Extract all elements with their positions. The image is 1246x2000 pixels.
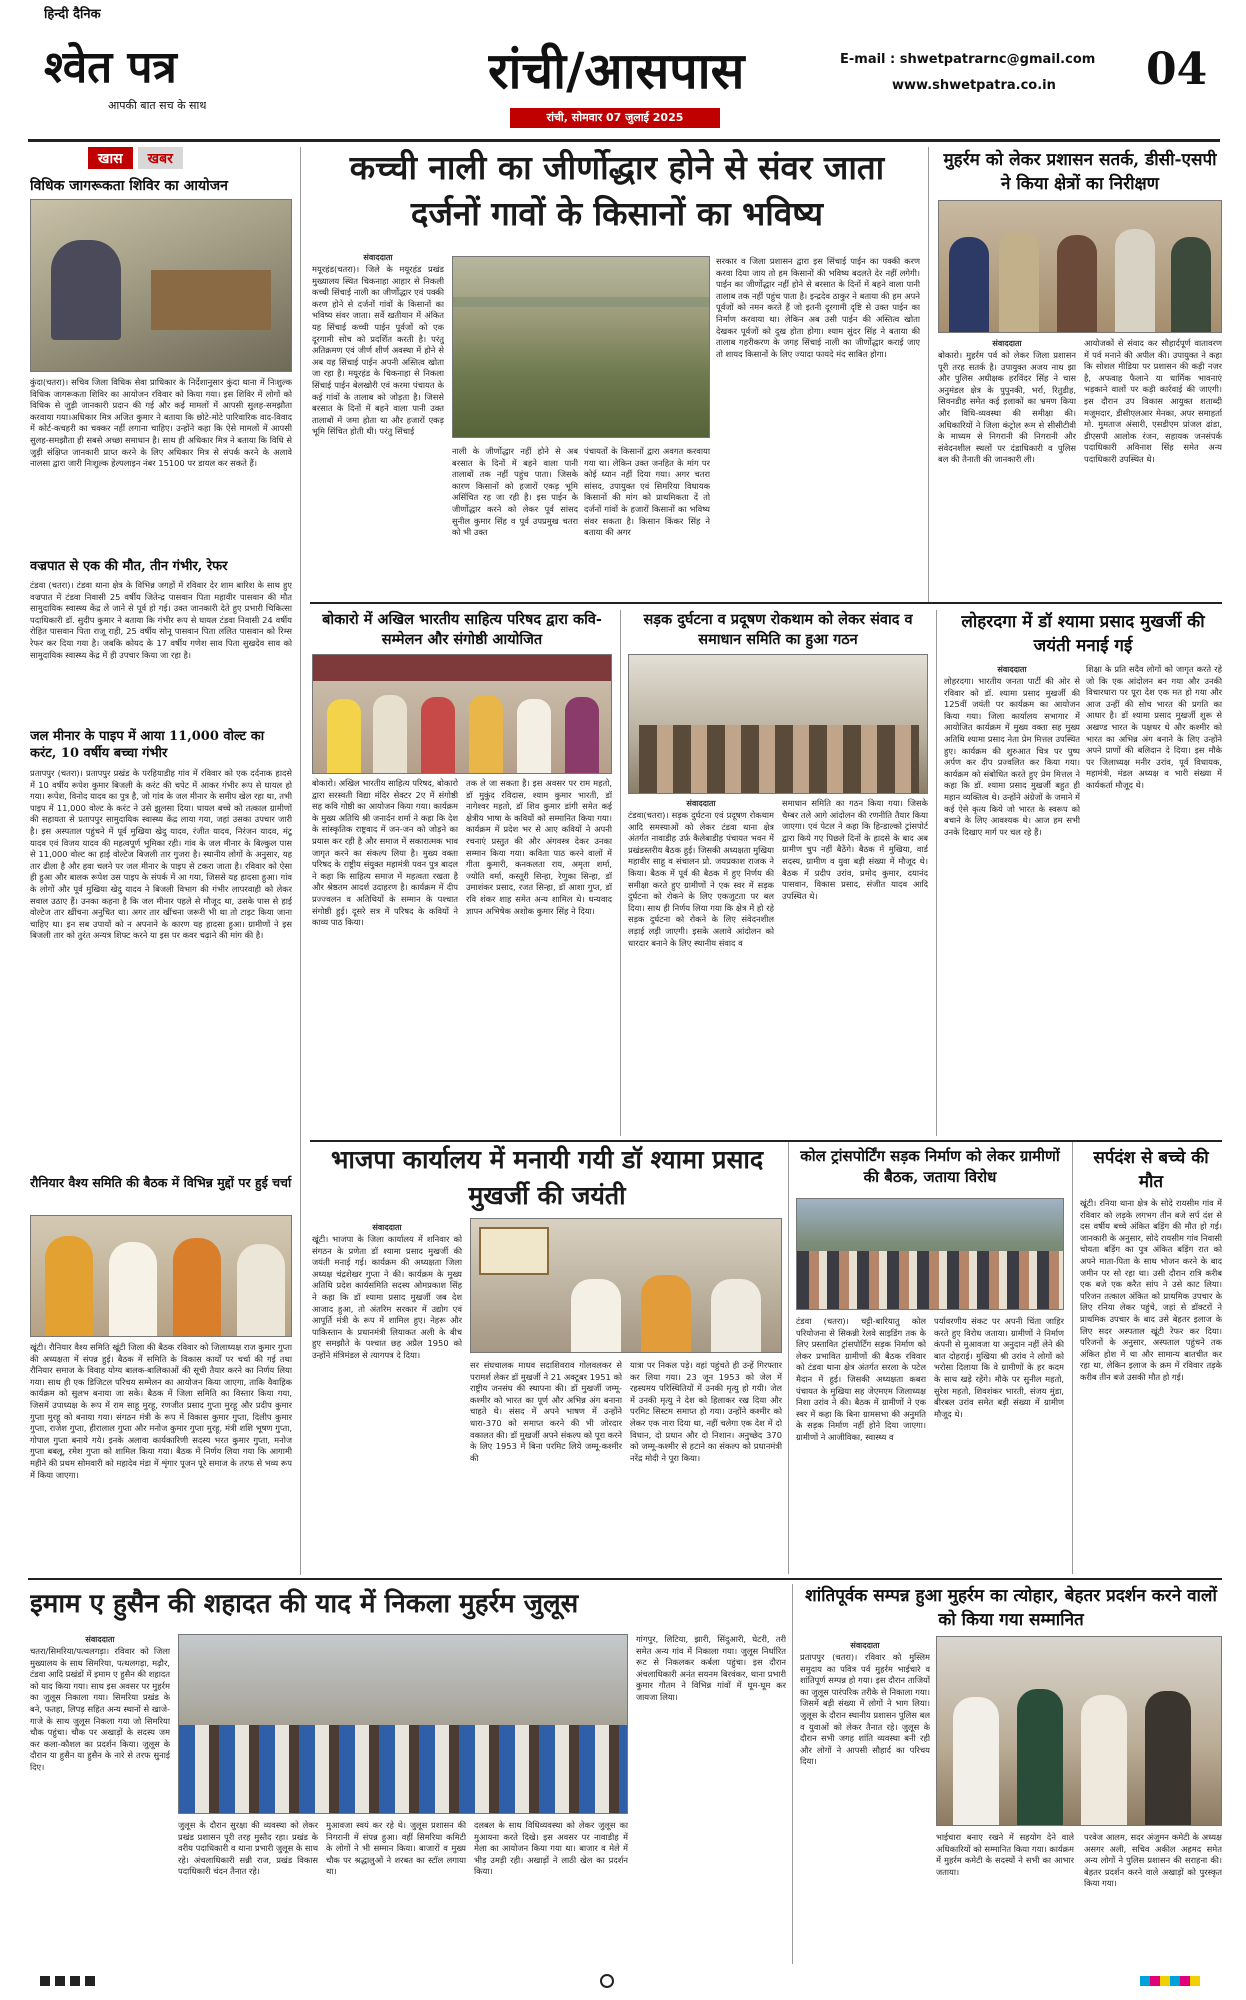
- sahitya-photo: [312, 654, 612, 774]
- imam-reporter: संवाददाता: [85, 1635, 115, 1644]
- coal-body-2: पर्यावरणीय संकट पर अपनी चिंता जाहिर करते हुए विरोध जताया। ग्रामीणों ने निर्माण कंपनी से मुआवजा या अनुदान नहीं लेने की बात दोहराई। मुखिया श्री उरांव ने लोगों को भरोसा दिलाया कि वे ग्रामीणों के हर कदम के साथ खड़े रहेंगे। मौके पर सुनील महतो, सुरेश महतो, शिवशंकर भारती, संजय मुंडा, बीरबल उरांव समेत बड़ी संख्या में ग्रामीण मौजूद थे।: [934, 1316, 1064, 1419]
- shanti-reporter: संवाददाता: [850, 1641, 880, 1650]
- bjp-headline: भाजपा कार्यालय में मनायी गयी डॉ श्यामा प्रसाद मुखर्जी की जयंती: [330, 1145, 764, 1210]
- lead-reporter: संवाददाता: [363, 253, 393, 262]
- lead-body-3: पंचायतों के किसानों द्वारा अवगत करवाया गया था। लेकिन उक्त जनहित के मांग पर कोई ध्यान नहीं दिया गया। अगर चतरा सांसद, उपायुक्त एवं सिमरिया विधायक किसानों की मांग को प्राथमिकता दें तो दर्जनों गांवों के हजारों किसानों का भविष्य संवर सकता है। किसान किंकर सिंह ने बताया की अगर: [584, 446, 710, 538]
- col-divider-7: [792, 1584, 793, 1964]
- masthead: [0, 0, 1246, 140]
- imam-body-1: चतरा/सिमरिया/पत्थलगड़ा। रविवार को जिला मुख्यालय के साथ सिमरिया, पत्थलगड़ा, मढ़ौर, टंडवा आदि प्रखंडों में इमाम ए हुसैन की शहादत को याद किया गया। साथ इस अवसर पर मुहर्रम का जुलूस निकाला गया। सिमरिया प्रखंड के बने, फतहा, लिपड़ सहित अन्य स्थानों से खाजे-गाजे के साथ जुलूस निकला गया जो सिमरिया चौक पहुंचा। चौक पर अखाड़ों के सदस्य जम कर कला-कौशल का प्रदर्शन किया। जुलूस के दौरान या हुसैन या हुसैन के नारे से तरफ सुनाई दिए।: [30, 1646, 170, 1772]
- sadak-body-1: टंडवा(चतरा)। सड़क दुर्घटना एवं प्रदूषण रोकथाम आदि समस्याओं को लेकर टंडवा थाना क्षेत्र अंतर्गत नावाडीह उर्फ़ कैलेबाडीह पंचायत भवन में प्रखंडस्तरीय बैठक हुई। जिसकी अध्यक्षता मुखिया महावीर साहू व संचालन प्रो. जयप्रकाश राजक ने किया। बैठक में पूर्व की बैठक में हुए निर्णय की समीक्षा करते हुए ग्रामीणों ने एक स्वर में सड़क दुर्घटना को रोकने के लिए एकजुटता पर बल दिया। साथ ही निर्णय लिया गया कि क्षेत्र में हो रहे सड़क दुर्घटना को रोकने के लिए संवेदनशील लड़ाई लड़ी जाएगी। इसके अलावे आंदोलन को धारदार बनाने के लिए स्थानीय संवाद व: [628, 810, 774, 948]
- col-divider-4: [936, 610, 937, 1136]
- imam-body-4: दलबल के साथ विधिव्यवस्था को लेकर जुलूस का मुआयना करते दिखे। इस अवसर पर नावाडीह में मेला का आयोजन किया गया था। बाजार व मेले में भीड़ उमड़ी रही। अखाड़ों ने लाठी खेल का प्रदर्शन किया।: [474, 1820, 628, 1877]
- a4-body: खूंटी। रौनियार वैश्य समिति खूंटी जिला की बैठक रविवार को जिलाध्यक्ष राज कुमार गुप्ता की अध्यक्षता में संपन्न हुई। बैठक में समिति के विकास कार्यों पर चर्चा की गई तथा रौनियार समाज के विवाह योग्य बालक-बालिकाओं की सूची तैयार करने का निर्णय लिया गया। साथ ही एक डिजिटल परिचय सम्मेलन का आयोजन किया जाएगा, ताकि वैवाहिक कार्यक्रम को सुलभ बनाया जा सके। बैठक में जिला समिति का विस्तार किया गया, जिसमें उपाध्यक्ष के रूप में राम साहू मुरहू, रणजीत प्रसाद गुप्ता मुरहू और प्रदीप कुमार गुप्ता मुरहू को बनाया गया। संगठन मंत्री के रूप में विकास कुमार गुप्ता, दिलीप कुमार गुप्ता, राजेश गुप्ता, हीरालाल गुप्ता और मनोज कुमार गुप्ता मुरहू, मंत्री शशि भूषण गुप्ता, गोपाल गुप्ता बनाये गये। इनके अलावा कार्यकारिणी सदस्य भरत कुमार गुप्ता, मनोज गुप्ता बबलू, रमेश गुप्ता को शामिल किया गया। बैठक में निर्णय लिया गया कि आगामी महीने की प्रथम सोमवारी को महादेव मंडा में शृंगार पूजन पूरे समाज के तरफ से भव्य रूप में किया जाएगा।: [30, 1342, 292, 1480]
- muharram-body-2: आयोजकों से संवाद कर सौहार्दपूर्ण वातावरण में पर्व मनाने की अपील की। उपायुक्त ने कहा कि सोशल मीडिया पर प्रशासन की कड़ी नजर है, अफवाह फैलाने या धार्मिक भावनाएं भड़काने वालों पर कड़ी कार्रवाई की जाएगी। इस दौरान उप विकास आयुक्त शताब्दी मजूमदार, डीसीएलआर मेनका, अपर समाहर्ता मो. मुमताज अंसारी, एसडीएम प्रांजल ढांडा, डीएसपी आलोक रंजन, सहायक जनसंपर्क पदाधिकारी अविनाश सिंह समेत अन्य पदाधिकारी उपस्थित थे।: [1084, 338, 1222, 464]
- a2-body: टंडवा (चतरा)। टंडवा थाना क्षेत्र के विभिन्न जगहों में रविवार देर शाम बारिश के साथ हुए वज्रपात में टंडवा निवासी 25 वर्षीय जितेन्द्र पासवान पिता महावीर पासवान की मौत सामुदायिक स्वास्थ्य केंद्र ले जाने से पूर्व हो गई। उक्त जानकारी देते हुए प्रभारी चिकित्सा पदाधिकारी डॉ. सुदीप कुमार ने बताया कि गंभीर रूप से घायल टंडवा निवासी 24 वर्षीय रोहित पासवान पिता राजू राही, 25 वर्षीय सोनू पासवान पिता ललित पासवान को रिम्स रेफर कर दिया गया है। जबकि कोयद के 17 वर्षीय गणेश साव पिता सुखदेव साव को सामुदायिक स्वास्थ्य केंद्र में ही उपचार किया जा रहा है।: [30, 580, 292, 660]
- rule-lead-bottom: [310, 602, 1222, 604]
- a2-headline: वज्रपात से एक की मौत, तीन गंभीर, रेफर: [30, 559, 228, 574]
- muharram-photo: [938, 200, 1222, 333]
- coal-headline: कोल ट्रांसपोर्टिंग सड़क निर्माण को लेकर ग्रामीणों की बैठक, जताया विरोध: [800, 1147, 1060, 1186]
- coal-body-1: टंडवा (चतरा)। चट्टी-बारियातु कोल परियोजना से सिकन्नी रेलवे साइडिंग तक के लिए प्रस्तावित ट्रांसपोर्टिंग सड़क निर्माण को लेकर प्रभावित ग्रामीणों की बैठक रविवार को टंडवा थाना क्षेत्र अंतर्गत सरला के पटेल मैदान में हुई। जिसकी अध्यक्षता कबरा पंचायत के मुखिया सह जेएमएम जिलाध्यक्ष निशा उरांव ने की। बैठक में ग्रामीणों ने एक स्वर में कहा कि बिना ग्रामसभा की अनुमति के सड़क निर्माण नहीं होने दिया जाएगा। ग्रामीणों ने आजीविका, स्वास्थ्य व: [796, 1316, 926, 1442]
- shanti-photo: [936, 1636, 1222, 1826]
- imam-body-3: मुआवजा स्वयं कर रहे थे। जुलूस प्रशासन की निगरानी में संपन्न हुआ। वहीं सिमरिया कमिटी के लोगों ने भी सम्मान किया। बाजारों व मुख्य चौक पर श्रद्धालुओं ने शरबत का स्टॉल लगाया था।: [326, 1820, 466, 1877]
- a1-photo: [30, 199, 292, 372]
- a1-body: कुंदा(चतरा)। सचिव जिला विधिक सेवा प्राधिकार के निर्देशानुसार कुंदा थाना में निःशुल्क विधिक जागरूकता शिविर का आयोजन रविवार को किया गया। इस शिविर में लोगों को विधिक से जुड़ी जानकारी प्रदान की गई और कई मामलों में आपसी सुलह-समझौता करवाया गया।अधिकार मित्र अजित कुमार ने बताया कि छोटे-मोटे पारिवारिक वाद-विवाद में कोर्ट-कचहरी का चक्कर नहीं लगाना चाहिए। उन्होंने कहा कि ऐसे मामलों में आपसी सुलह-समझौता ही सबसे अच्छा समाधान है। साथ ही अधिकार मित्र ने बताया कि विधि से जुड़ी संक्षिप्त जानकारी प्राप्त करने के लिए अधिकार मित्र से संपर्क करने के अलावे नालसा द्वारा जारी निःशुल्क हेल्पलाइन नंबर 15100 पर डायल कर सकते हैं।: [30, 377, 292, 469]
- muharram-body-1: बोकारो। मुहर्रम पर्व को लेकर जिला प्रशासन पूरी तरह सतर्क है। उपायुक्त अजय नाथ झा और पुलिस अधीक्षक हरविंदर सिंह ने चास अनुमंडल क्षेत्र के पुपुनकी, भर्रा, रितुडीह, सिवनडीह समेत कई इलाकों का भ्रमण किया और विधि-व्यवस्था की समीक्षा की। अधिकारियों ने जिला कंट्रोल रूम से सीसीटीवी के माध्यम से निगरानी की निगरानी और संवेदनशील स्थलों पर दंडाधिकारी व पुलिस बल की तैनाती की जानकारी ली।: [938, 350, 1076, 465]
- tagline: आपकी बात सच के साथ: [108, 99, 207, 112]
- bjp-body-2: सर संघचालक माधव सदाशिवराव गोलवलकर से परामर्श लेकर डॉ मुखर्जी ने 21 अक्टूबर 1951 को राष्ट्रीय जनसंघ की स्थापना की। डॉ मुखर्जी जम्मू-कश्मीर को भारत का पूर्ण और अभिन्न अंग बनाना चाहते थे। संसद में अपने भाषण में उन्होंने धारा-370 को समाप्त करने की भी जोरदार वकालत की। डॉ मुखर्जी अपने संकल्प को पूरा करने के लिए 1953 में बिना परमिट लिये जम्मू-कश्मीर की: [470, 1360, 622, 1463]
- shanti-body-2: भाईचारा बनाए रखने में सहयोग देने वाले अधिकारियों को सम्मानित किया गया। कार्यक्रम में मुहर्रम कमेटी के सदस्यों ने सभी का आभार जताया।: [936, 1832, 1074, 1877]
- a4-headline: रौनियार वैश्य समिति की बैठक में विभिन्न मुद्दों पर हुई चर्चा: [30, 1175, 292, 1190]
- col-divider-6: [1072, 1142, 1073, 1574]
- coal-photo: [796, 1198, 1064, 1310]
- lead-body-1: मयूरहंड(चतरा)। जिले के मयूरहंड प्रखंड मुख्यालय स्थित चिकनाहा आहार से निकली कच्ची सिंचाई नाली का जीर्णोद्धार एवं पक्की करण होने से दर्जनों गांवों के किसानों का भविष्य संवर जाता। सर्वे खतीयान में अंकित यह सिंचाई कच्ची पाईन पूर्वजों को एक दूरगामी सोच को प्रदर्शित करती है। परंतु अतिक्रमण एवं जीर्ण शीर्ण अवस्था में होने से अब यह सिंचाई पाईन अपनी अस्तित्व खोता जा रहा है। मयूरहंड के चिकनाहा से निकला सिंचाई पाईन बेलखोरी एवं करमा पंचायत के कई गांवों के तालाब को जोड़ता है। जिससे बरसात के दिनों में बहने वाला पानी उक्त तालाबों में जमा होता था और हजारों एकड़ भूमि सिंचित होती थी। परंतु सिंचाई: [312, 264, 444, 437]
- special-tag: [88, 147, 183, 169]
- sadak-reporter: संवाददाता: [686, 799, 716, 808]
- lead-photo: [452, 256, 710, 438]
- section-title: रांची/आसपास: [488, 41, 745, 100]
- bjp-body-1: खूंटी। भाजपा के जिला कार्यालय में शनिवार को संगठन के प्रणेता डॉ श्यामा प्रसाद मुखर्जी की जयंती मनाई गई। कार्यक्रम की अध्यक्षता जिला अध्यक्ष चंद्रशेखर गुप्ता ने की। कार्यक्रम के मुख्य अतिथि प्रदेश कार्यसमिति सदस्य ओमप्रकाश सिंह ने कहा कि डॉ श्यामा प्रसाद मुखर्जी जब देश आजाद हुआ, तो अंतरिम सरकार में उद्योग एवं आपूर्ति मंत्री के रूप में शामिल हुए। नेहरू और पाकिस्तान के प्रधानमंत्री लियाकत अली के बीच हुए समझौते के पश्चात छह अप्रैल 1950 को उन्होंने मंत्रिमंडल से त्यागपत्र दे दिया।: [312, 1234, 462, 1360]
- email: E-mail : shwetpatrarnc@gmail.com: [840, 52, 1096, 67]
- sahitya-headline: बोकारो में अखिल भारतीय साहित्य परिषद द्वारा कवि-सम्मेलन और संगोष्ठी आयोजित: [322, 611, 602, 648]
- a3-body: प्रतापपुर (चतरा)। प्रतापपुर प्रखंड के परहियाडीह गांव में रविवार को एक दर्दनाक हादसे में 10 वर्षीय रूपेश कुमार बिजली के करंट की चपेट में आकर गंभीर रूप से घायल हो गया। रूपेश, विनोद यादव का पुत्र है, जो गांव के जल मीनार के समीप खेल रहा था, तभी पाइप में 11,000 वोल्ट के करंट ने उसे झुलसा दिया। घायल बच्चे को तत्काल ग्रामीणों की सहायता से प्रतापपुर सामुदायिक स्वास्थ्य केंद्र लाया गया, जहां उसका उपचार जारी है। इस अस्पताल पहुंचने में पूर्व मुखिया खेदु यादव, रंजीत यादव, निरंजन यादव, मंटू यादव एवं विजय यादव की महत्वपूर्ण भूमिका रही। गांव के जल मीनार के बिल्कुल पास से 11,000 वोल्ट का हाई वोल्टेज बिजली तार गुजरा है। स्थानीय लोगों के अनुसार, यह तार ढीला है और हवा चलने पर जल मीनार के पाइप से टकरा जाता है। रविवार को ऐसा ही हुआ और बालक रूपेश उस पाइप के संपर्क में आ गया, जिससे यह हादसा हुआ। गांव के लोगों और पूर्व मुखिया खेदु यादव ने बिजली विभाग की गंभीर लापरवाही को लेकर सवाल उठाए हैं। उनका कहना है कि जल मीनार पहले से मौजूद था, उसके पास से हाई वोल्टेज तार खींचना अनुचित था। अगर तार खींचना जरूरी भी था तो टाइट किया जाना चाहिए था। इन सब उपायों को न अपनाने के कारण यह हादसा हुआ। ग्रामीणों ने इस बिजली तार को तुरंत अन्यत्र शिफ्ट करने या इस पर कवर चढ़ाने की मांग की है।: [30, 768, 292, 941]
- masthead-label-top: हिन्दी दैनिक: [44, 7, 101, 22]
- shanti-headline: शांतिपूर्वक सम्पन्न हुआ मुहर्रम का त्योहार, बेहतर प्रदर्शन करने वालों को किया गया सम्मानित: [805, 1586, 1217, 1630]
- lead-body-2: नाली के जीर्णोद्धार नहीं होने से अब बरसात के दिनों में बहने वाला पानी तालाबों तक नहीं पहुंच पाता। जिसके कारण किसानों को हजारों एकड़ भूमि असिंचित रह जा रही है। इस पाईन के जीर्णोद्धार करने को लेकर पूर्व सांसद सुनील कुमार सिंह व पूर्व उपप्रमुख चतरा को भी उक्त: [452, 446, 578, 538]
- a3-headline: जल मीनार के पाइप में आया 11,000 वोल्ट का करंट, 10 वर्षीय बच्चा गंभीर: [30, 729, 265, 761]
- col-divider-1: [300, 147, 301, 1575]
- snake-headline: सर्पदंश से बच्चे की मौत: [1093, 1148, 1209, 1192]
- imam-headline: इमाम ए हुसैन की शहादत की याद में निकला मुहर्रम जुलूस: [30, 1589, 579, 1619]
- sadak-body-2: समाधान समिति का गठन किया गया। जिसके चैम्बर तले आगे आंदोलन की रणनीति तैयार किया जाएगा। एवं पेटल ने कहा कि हिन्डाल्को ट्रांसपोर्ट द्वारा किये गए पिछले दिनों के हादसे के बाद अब ग्रामीण चुप नहीं बैठेंगे। बैठक में मुखिया, वार्ड सदस्य, ग्रामीण व युवा बड़ी संख्या में मौजूद थे। बैठक में प्रदीप उरांव, प्रमोद कुमार, दयानंद पासवान, विकास प्रसाद, संजीत यादव आदि उपस्थित थे।: [782, 798, 928, 901]
- dateline: रांची, सोमवार 07 जुलाई 2025: [510, 108, 720, 128]
- special-tag-2: खबर: [138, 147, 183, 169]
- newspaper-name: श्वेत पत्र: [44, 42, 177, 93]
- special-tag-1: खास: [88, 147, 133, 169]
- shanti-body-3: परवेज आलम, सदर अंजुमन कमेटी के अध्यक्ष असगर अली, सचिव अकील अहमद समेत अन्य लोगों ने पुलिस प्रशासन की सराहना की। बेहतर प्रदर्शन करने वाले अखाड़ों को पुरस्कृत किया गया।: [1084, 1832, 1222, 1889]
- a1-headline: विधिक जागरूकता शिविर का आयोजन: [30, 178, 228, 194]
- muharram-headline: मुहर्रम को लेकर प्रशासन सतर्क, डीसी-एसपी ने किया क्षेत्रों का निरीक्षण: [943, 150, 1217, 194]
- lead-headline: कच्ची नाली का जीर्णोद्धार होने से संवर जाता दर्जनों गावों के किसानों का भविष्य: [349, 148, 885, 233]
- bjp-body-3: यात्रा पर निकल पड़े। वहां पहुंचते ही उन्हें गिरफ्तार कर लिया गया। 23 जून 1953 को जेल में रहस्यमय परिस्थितियों में उनकी मृत्यु हो गयी। जेल में उनकी मृत्यु ने देश को हिलाकर रख दिया और परमिट सिस्टम समाप्त हो गया। उन्होंने कश्मीर को लेकर एक नारा दिया था, नहीं चलेगा एक देश में दो विधान, दो प्रधान और दो निशान। अनुच्छेद 370 को जम्मू-कश्मीर से हटाने का संकल्प को प्रधानमंत्री नरेंद्र मोदी ने पूरा किया।: [630, 1360, 782, 1463]
- shanti-body-1: प्रतापपुर (चतरा)। रविवार को मुस्लिम समुदाय का पवित्र पर्व मुहर्रम भाईचारे व शांतिपूर्ण सम्पन्न हो गया। इस दौरान ताजियों का जुलूस पारंपरिक तरीके से निकाला गया। जिसमें बड़ी संख्या में लोगों ने भाग लिया। जुलूस के दौरान स्थानीय प्रशासन पुलिस बल व युवाओं को लेकर तैनात रहे। जुलूस के दौरान सभी जगह शांति व्यवस्था बनी रही और लोगों ने आपसी सौहार्द का परिचय दिया।: [800, 1652, 930, 1767]
- imam-photo: [178, 1634, 628, 1814]
- bjp-reporter: संवाददाता: [372, 1223, 402, 1232]
- a4-photo: [30, 1215, 292, 1337]
- imam-body-2: जुलूस के दौरान सुरक्षा की व्यवस्था को लेकर प्रखंड प्रशासन पूरी तरह मुस्तैद रहा। प्रखंड के वरीय पदाधिकारी व थाना प्रभारी जुलूस के साथ रहे। अंचलाधिकारी सन्नी राज, प्रखंड विकास पदाधिकारी चंदन तैनात रहे।: [178, 1820, 318, 1877]
- bjp-photo: [470, 1218, 782, 1353]
- website: www.shwetpatra.co.in: [892, 78, 1056, 93]
- snake-body: खूंटी। रनिया थाना क्षेत्र के सोदे रायसीम गांव में रविवार को लड़के लगभग तीन बजे सर्प दंश से दस वर्षीय बच्चे अंकित बड़िंग की मौत हो गई। जानकारी के अनुसार, सोदे रायसीम गांव निवासी चोयता बड़िंग का पुत्र अंकित बड़िंग रात को अपने माता-पिता के साथ भोजन करने के बाद जमीन पर सो रहा था। उसी दौरान रात्रि करीब एक बजे एक करैत सांप ने उसे काट लिया। परिजन तत्काल अंकित को प्राथमिक उपचार के लिए रनिया लेकर पहुंचे, जहां से डॉक्टरों ने प्राथमिक उपचार के बाद उसे बेहतर इलाज के लिए सदर अस्पताल खूंटी रेफर कर दिया। परिजनों के अनुसार, अस्पताल पहुंचने तक अंकित होश में था और सामान्य बातचीत कर रहा था, लेकिन इलाज के क्रम में रविवार तड़के करीब तीन बजे उसकी मौत हो गई।: [1080, 1198, 1222, 1382]
- sahitya-body-1: बोकारो। अखिल भारतीय साहित्य परिषद, बोकारो द्वारा सरस्वती विद्या मंदिर सेक्टर 2ए में संगोष्ठी सह कवि गोष्ठी का आयोजन किया गया। कार्यक्रम के मुख्य अतिथि श्री जनार्दन शर्मा ने कहा कि देश के सांस्कृतिक राष्ट्रवाद में जन-जन को जोड़ने का प्रयास कर रही है और समाज में सकारात्मक भाव जागृत करने का संकल्प लिया है। मुख्य वक्ता परिषद के राष्ट्रीय संयुक्त महामंत्री पवन पुत्र बादल ने कहा कि साहित्य समाज में महत्वता रखता है और श्रेष्ठतम आदर्श उदाहरण है। कार्यक्रम में दीप प्रज्ज्वलन व अतिथियों के सम्मान के पश्चात संगोष्ठी हुई। दूसरे सत्र में परिषद के कवियों ने काव्य पाठ किया।: [312, 778, 458, 928]
- masthead-rule: [28, 139, 1220, 142]
- imam-body-5: गांगपुर, लिटिया, झारी, सिंदुआरी, घेटरी, तरी समेत अन्य गांव में निकाला गया। जुलूस निर्धारित रूट से निकलकर कर्बला पहुंचा। इस दौरान अंचलाधिकारी अनंत सयनम बिरवंकर, थाना प्रभारी कुमार गौतम ने विभिन्न गांवों में घूम-घूम कर जायजा लिया।: [636, 1634, 786, 1702]
- lohardaga-reporter: संवाददाता: [997, 665, 1027, 674]
- print-color-marks: [0, 1968, 1246, 1996]
- lead-body-4: सरकार व जिला प्रशासन द्वारा इस सिंचाई पाईन का पक्की करण करवा दिया जाय तो हम किसानों की भविष्य बदलते देर नहीं लगेगी। पाईन का जीर्णोद्धार नहीं होने से बरसात के दिनों में बहने वाला पानी तालाब तक नहीं पहुंच पाता है। इन्द्रदेव ठाकुर ने बताया की हम अपने पूर्वजों को नमन करते हैं जो इतनी दूरगामी दृष्टि से उक्त पाईन का निर्माण करवाया था। लेकिन अब उसी पाईन की अस्तित्व खोता देखकर पूर्वजों को दुख होता होगा। श्याम सुंदर सिंह ने बताया की तालाब गहरीकरण के जगह सिंचाई नाली का जीर्णोद्धार कराई जाए तो शायद किसानों के लिए ज्यादा फायदे मंद साबित होगा।: [716, 256, 920, 359]
- col-divider-3: [620, 610, 621, 1136]
- sadak-photo: [628, 654, 928, 794]
- page-number: 04: [1146, 44, 1208, 95]
- rule-bottom: [28, 1578, 1222, 1580]
- col-divider-2: [928, 147, 929, 602]
- col-divider-5: [788, 1142, 789, 1574]
- sahitya-body-2: तक ले जा सकता है। इस अवसर पर राम महतो, डॉ मुकुंद रविदास, श्याम कुमार भारती, डॉ नागेश्वर महतो, डॉ शिव कुमार डांगी समेत कई क्षेत्रीय भाषा के कवियों को सम्मानित किया गया। कार्यक्रम में प्रदेश भर से आए कवियों ने अपनी रचनाएं प्रस्तुत की और अंगवस्त्र देकर उनका सम्मान किया गया। कविता पाठ करने वालों में गीता कुमारी, कनकलता राय, अमृता शर्मा, ज्योति वर्मा, कस्तूरी सिन्हा, रेणुका सिन्हा, डॉ उमाशंकर प्रसाद, रजत सिन्हा, डॉ आशा गुप्त, डॉ रवि शंकर शाह समेत अन्य शामिल थे। धन्यवाद ज्ञापन अभिषेक अशोक कुमार सिंह ने दिया।: [466, 778, 612, 916]
- sadak-headline: सड़क दुर्घटना व प्रदूषण रोकथाम को लेकर संवाद व समाधान समिति का हुआ गठन: [643, 611, 913, 648]
- lohardaga-headline: लोहरदगा में डॉ श्यामा प्रसाद मुखर्जी की जयंती मनाई गई: [961, 612, 1205, 656]
- muharram-reporter: संवाददाता: [992, 339, 1022, 348]
- lohardaga-body-2: शिक्षा के प्रति सदैव लोगों को जागृत करते रहे जो कि एक आंदोलन बन गया और उनकी विचारधारा पर पूरा देश एक मत हो गया और आज उन्हीं की सोच भारत की प्रगति का आधार है। डॉ श्यामा प्रसाद मुखर्जी शुरू से अखण्ड भारत के पक्षधर थे और कश्मीर को भारत का अभिन्न अंग बनाने के लिए उन्होंने अपने प्राणों की बलिदान दे दिया। इस मौके पर जिलाध्यक्ष मनीर उरांव, पूर्व विधायक, महामंत्री, मंडल अध्यक्ष व भारी संख्या में कार्यकर्ता मौजूद थे।: [1086, 664, 1222, 790]
- lohardaga-body-1: लोहरदगा। भारतीय जनता पार्टी की ओर से रविवार को डॉ. श्यामा प्रसाद मुखर्जी की 125वीं जयंती पर कार्यक्रम का आयोजन किया गया। जिला कार्यालय सभागार में आयोजित कार्यक्रम में मुख्य वक्ता सह मुख्य अतिथि श्यामा प्रसाद नेता प्रेम मित्तल उपस्थित हुए। कार्यक्रम की शुरुआत चित्र पर पुष्प अर्पण कर दीप प्रज्वलित कर किया गया। कार्यक्रम को संबोधित करते हुए प्रेम मित्तल ने कहा कि डॉ. श्यामा प्रसाद मुखर्जी बहुत ही महान व्यक्तित्व थे। उन्होंने अंग्रेजों के जमाने में कई ऐसे कृत्य किये जो भारत के स्वरूप को बचाने के लिए आवश्यक थे। आज हम सभी उनके दिखाए मार्ग पर चल रहे हैं।: [944, 676, 1080, 837]
